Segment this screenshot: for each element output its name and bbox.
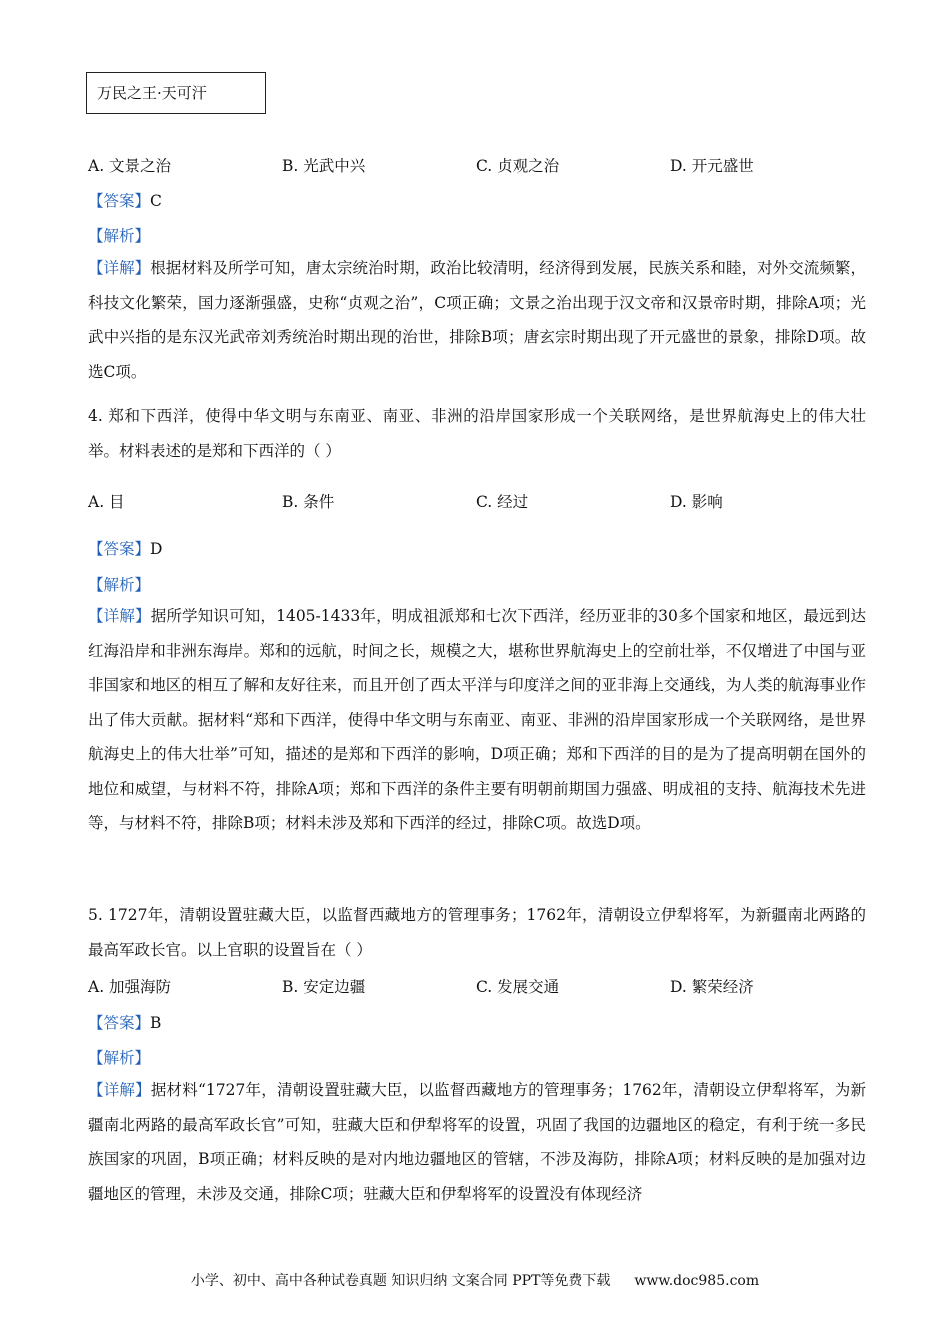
q5-stem: 5. 1727年，清朝设置驻藏大臣，以监督西藏地方的管理事务；1762年，清朝设立伊犁将军，为新疆南北两路的最高军政长官。以上官职的设置旨在（ ） [88, 906, 866, 959]
q4-stem: 4. 郑和下西洋，使得中华文明与东南亚、南亚、非洲的沿岸国家形成一个关联网络，是世界航海史上的伟大壮举。材料表述的是郑和下西洋的（ ） [88, 407, 866, 460]
detail-tag: 【详解】 [88, 1081, 151, 1099]
q3-detail [88, 251, 866, 389]
material-box: 万民之王·天可汗 [86, 72, 266, 114]
q5-detail [88, 1073, 866, 1211]
q3-analysis-heading [88, 224, 150, 246]
q3-options [88, 154, 868, 180]
analysis-tag: 【解析】 [88, 227, 151, 245]
answer-value: C [150, 192, 162, 210]
q4-option-d: D. 影响 [670, 493, 723, 511]
q5-option-d: D. 繁荣经济 [670, 978, 754, 996]
q5-answer [88, 1011, 161, 1033]
detail-text: 据材料“1727年，清朝设置驻藏大臣，以监督西藏地方的管理事务；1762年，清朝设立伊犁将军，为新疆南北两路的最高军政长官”可知，驻藏大臣和伊犁将军的设置，巩固了我国的边疆地区的稳定，有利于统一多民族国家的巩固，B项正确；材料反映的是对内地边疆地区的管辖，不涉及海防，排除A项；材料反映的是加强对边疆地区的管理，未涉及交通，排除C项；驻藏大臣和伊犁将军的设置没有体现经济 [88, 1081, 866, 1203]
q4-option-c: C. 经过 [476, 493, 529, 511]
detail-tag: 【详解】 [88, 259, 151, 277]
q3-answer [88, 189, 162, 211]
detail-tag: 【详解】 [88, 607, 151, 625]
answer-value: D [150, 540, 163, 558]
footer-url[interactable]: www.doc985.com [634, 1273, 760, 1289]
q4-detail [88, 599, 866, 841]
page-footer [0, 1270, 950, 1290]
q3-option-d: D. 开元盛世 [670, 157, 754, 175]
q5-option-a: A. 加强海防 [88, 978, 172, 996]
q5-option-c: C. 发展交通 [476, 978, 560, 996]
answer-tag: 【答案】 [88, 540, 151, 558]
q4-option-a: A. 目 [88, 493, 125, 511]
q5-option-b: B. 安定边疆 [282, 978, 366, 996]
detail-text: 根据材料及所学可知，唐太宗统治时期，政治比较清明，经济得到发展，民族关系和睦，对外交流频繁，科技文化繁荣，国力逐渐强盛，史称“贞观之治”，C项正确；文景之治出现于汉文帝和汉景帝时期，排除A项；光武中兴指的是东汉光武帝刘秀统治时期出现的治世，排除B项；唐玄宗时期出现了开元盛世的景象，排除D项。故选C项。 [88, 259, 866, 381]
q4-options [88, 490, 868, 516]
analysis-tag: 【解析】 [88, 576, 151, 594]
q4-analysis-heading [88, 573, 150, 595]
q3-option-c: C. 贞观之治 [476, 157, 560, 175]
q5-options [88, 975, 868, 1001]
q3-option-a: A. 文景之治 [88, 157, 172, 175]
q3-option-b: B. 光武中兴 [282, 157, 366, 175]
q5-analysis-heading [88, 1046, 150, 1068]
answer-value: B [150, 1014, 162, 1032]
q4-option-b: B. 条件 [282, 493, 335, 511]
answer-tag: 【答案】 [88, 1014, 151, 1032]
q4-answer [88, 537, 162, 559]
answer-tag: 【答案】 [88, 192, 151, 210]
detail-text: 据所学知识可知，1405-1433年，明成祖派郑和七次下西洋，经历亚非的30多个国家和地区，最远到达红海沿岸和非洲东海岸。郑和的远航，时间之长，规模之大，堪称世界航海史上的空前壮举，不仅增进了中国与亚非国家和地区的相互了解和友好往来，而且开创了西太平洋与印度洋之间的亚非海上交通线，为人类的航海事业作出了伟大贡献。据材料“郑和下西洋，使得中华文明与东南亚、南亚、非洲的沿岸国家形成一个关联网络，是世界航海史上的伟大壮举”可知，描述的是郑和下西洋的影响，D项正确；郑和下西洋的目的是为了提高明朝在国外的地位和威望，与材料不符，排除A项；郑和下西洋的条件主要有明朝前期国力强盛、明成祖的支持、航海技术先进等，与材料不符，排除B项；材料未涉及郑和下西洋的经过，排除C项。故选D项。 [88, 607, 866, 832]
footer-text: 小学、初中、高中各种试卷真题 知识归纳 文案合同 PPT等免费下载 [190, 1273, 611, 1289]
analysis-tag: 【解析】 [88, 1049, 151, 1067]
